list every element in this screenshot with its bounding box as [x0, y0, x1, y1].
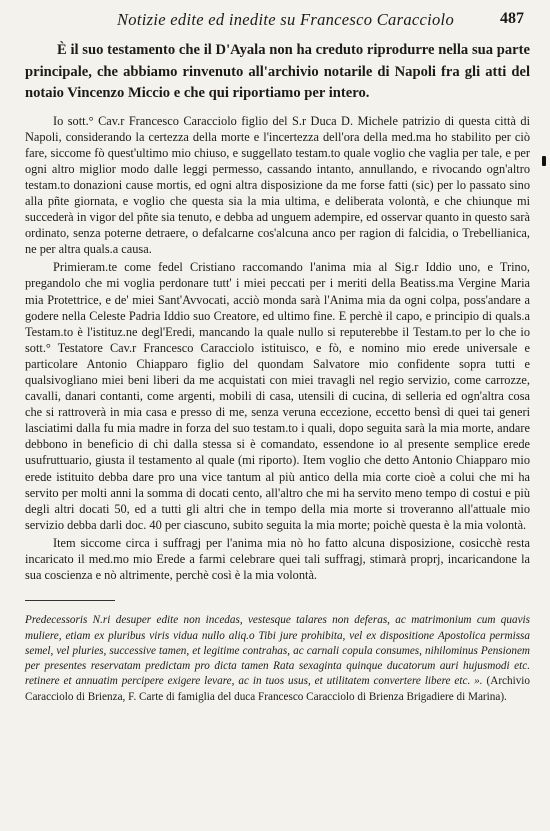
testament-text — [25, 113, 530, 584]
footnote-latin-text: Predecessoris N.ri desuper edite non incedas, vestesque talares non deferas, ac matrimonium cum quavis muliere, etiam ex pluribus viris vidua nullo aliq.o Tibi jure prohibita, vel ex dispositione Apostolica permissa semel, vel pluries, successive tamen, et legitime contrahas, ac carnali copula consumes, nihilominus Pensionem per presentes reservatam predictam pro dicta tamen Rata sexaginta quinque ducatorum auri hujusmodi etc. retinere et annuatim percipere exigere levare, ac in tuos usus, et utilitatem convertere libere etc. ». — [25, 614, 530, 688]
footnote-source: (Archivio Caracciolo di Brienza, F. Carte di famiglia del duca Francesco Caracciolo di Brienza Brigadiere di Marina). — [25, 675, 531, 703]
page-number: 487 — [500, 10, 524, 27]
running-head: Notizie edite ed inedite su Francesco Caracciolo — [117, 10, 454, 29]
intro-paragraph: È il suo testamento che il D'Ayala non ha creduto riprodurre nella sua parte principale, che abbiamo rinvenuto all'archivio notarile di Napoli fra gli atti del notaio Vincenzo Miccio e che qui riportiamo per intero. — [25, 42, 530, 101]
footnote — [25, 613, 530, 705]
footnote-separator — [25, 600, 115, 601]
page-header — [25, 10, 530, 36]
testament-paragraph: Primieram.te come fedel Cristiano raccomando l'anima mia al Sig.r Iddio uno, e Trino, pregandolo che mi voglia perdonare tutt' i miei peccati per i meriti della Beatiss.ma Vergine Maria mia Protettrice, e de' miei Sant'Avvocati, acciò monda sarà l'Anima mia da ogni colpa, poss'andare a godere nella Celeste Padria Iddio suo Creatore, ed ultimo fine. E perchè il capo, e principio di quals.a Testam.to è l'istituz.ne degl'Eredi, mancando la quale nullo si reputerebbe il Testam.to per lo che io sott.° Testatore Cav.r Francesco Caracciolo istituisco, e fò, e nomino mio erede universale e particolare Antonio Chiapparo figlio del quondam Salvatore mio confidente sopra tutti e qualsivogliano miei beni liberi da me acquistati con miei travagli nel regio servizio, come carrozze, cavalli, danari contanti, come argenti, mobili di casa, utensili di cucina, di selleria ed ogn'altra cosa che si rattroverà in mia casa e presso di me, senza veruna eccezione, eccetto bensì di quei tai generi lasciatimi dalla fu mia madre in forza del suo testam.to i quali, dopo seguita sarà la mia morte, andare debbono in beneficio di chi dalla stessa si è comandato, essendone io al presente semplice erede usufruttuario, giusta il testamento al quale (mi riporto). Item voglio che detto Antonio Chiapparo mio erede istituito debba dare pro una vice tantum al più antico della mia corte cioè a colui che mi ha servito per molti anni la somma di docati cento, all'altro che mi ha servito meno tempo di costui e più degli altri docati 50, ed a tutti gli altri che in tempo della mia morte si troveranno all'attuale mio servizio debba darli doc. 40 per ciascuno, subito seguita la mia morte; poichè questa è la mia volontà. — [25, 260, 530, 532]
testament-paragraph: Item siccome circa i suffragj per l'anima mia nò ho fatto alcuna disposizione, cosicchè resta incaricato il med.mo mio Erede a farmi celebrare quei tali suffragj, stimarà proprj, incaricandone la sua coscienza e nò altrimente, perchè così è la mia volontà. — [25, 535, 530, 583]
testament-paragraph: Io sott.° Cav.r Francesco Caracciolo figlio del S.r Duca D. Michele patrizio di questa città di Napoli, considerando la certezza della morte e l'incertezza dell'ora della med.ma ho stabilito per ciò fare, siccome fò quest'ultimo mio chiuso, e suggellato testam.to quale voglio che vaglia per tale, e per ogni altro miglior modo dalle leggi permesso, cassando intanto, annullando, e rivocando ogn'altro testam.to donazioni cause mortis, ed ogni altra disposizione da me forse fatti (sic) per lo passato sino alla pñte giornata, e voglio che questa sia la mia ultima, e deliberata volontà, e che chiunque mi succederà in vigor del pñte sia tenuto, e debba ad unguem adempire, ed osservar quanto in questo sarà ordinato, senza poterne detraere, o defalcarne cos'alcuna anco per ragion di falcidia, o Trebellianica, ne per altra quals.a causa. — [25, 113, 530, 257]
margin-mark — [542, 156, 546, 166]
